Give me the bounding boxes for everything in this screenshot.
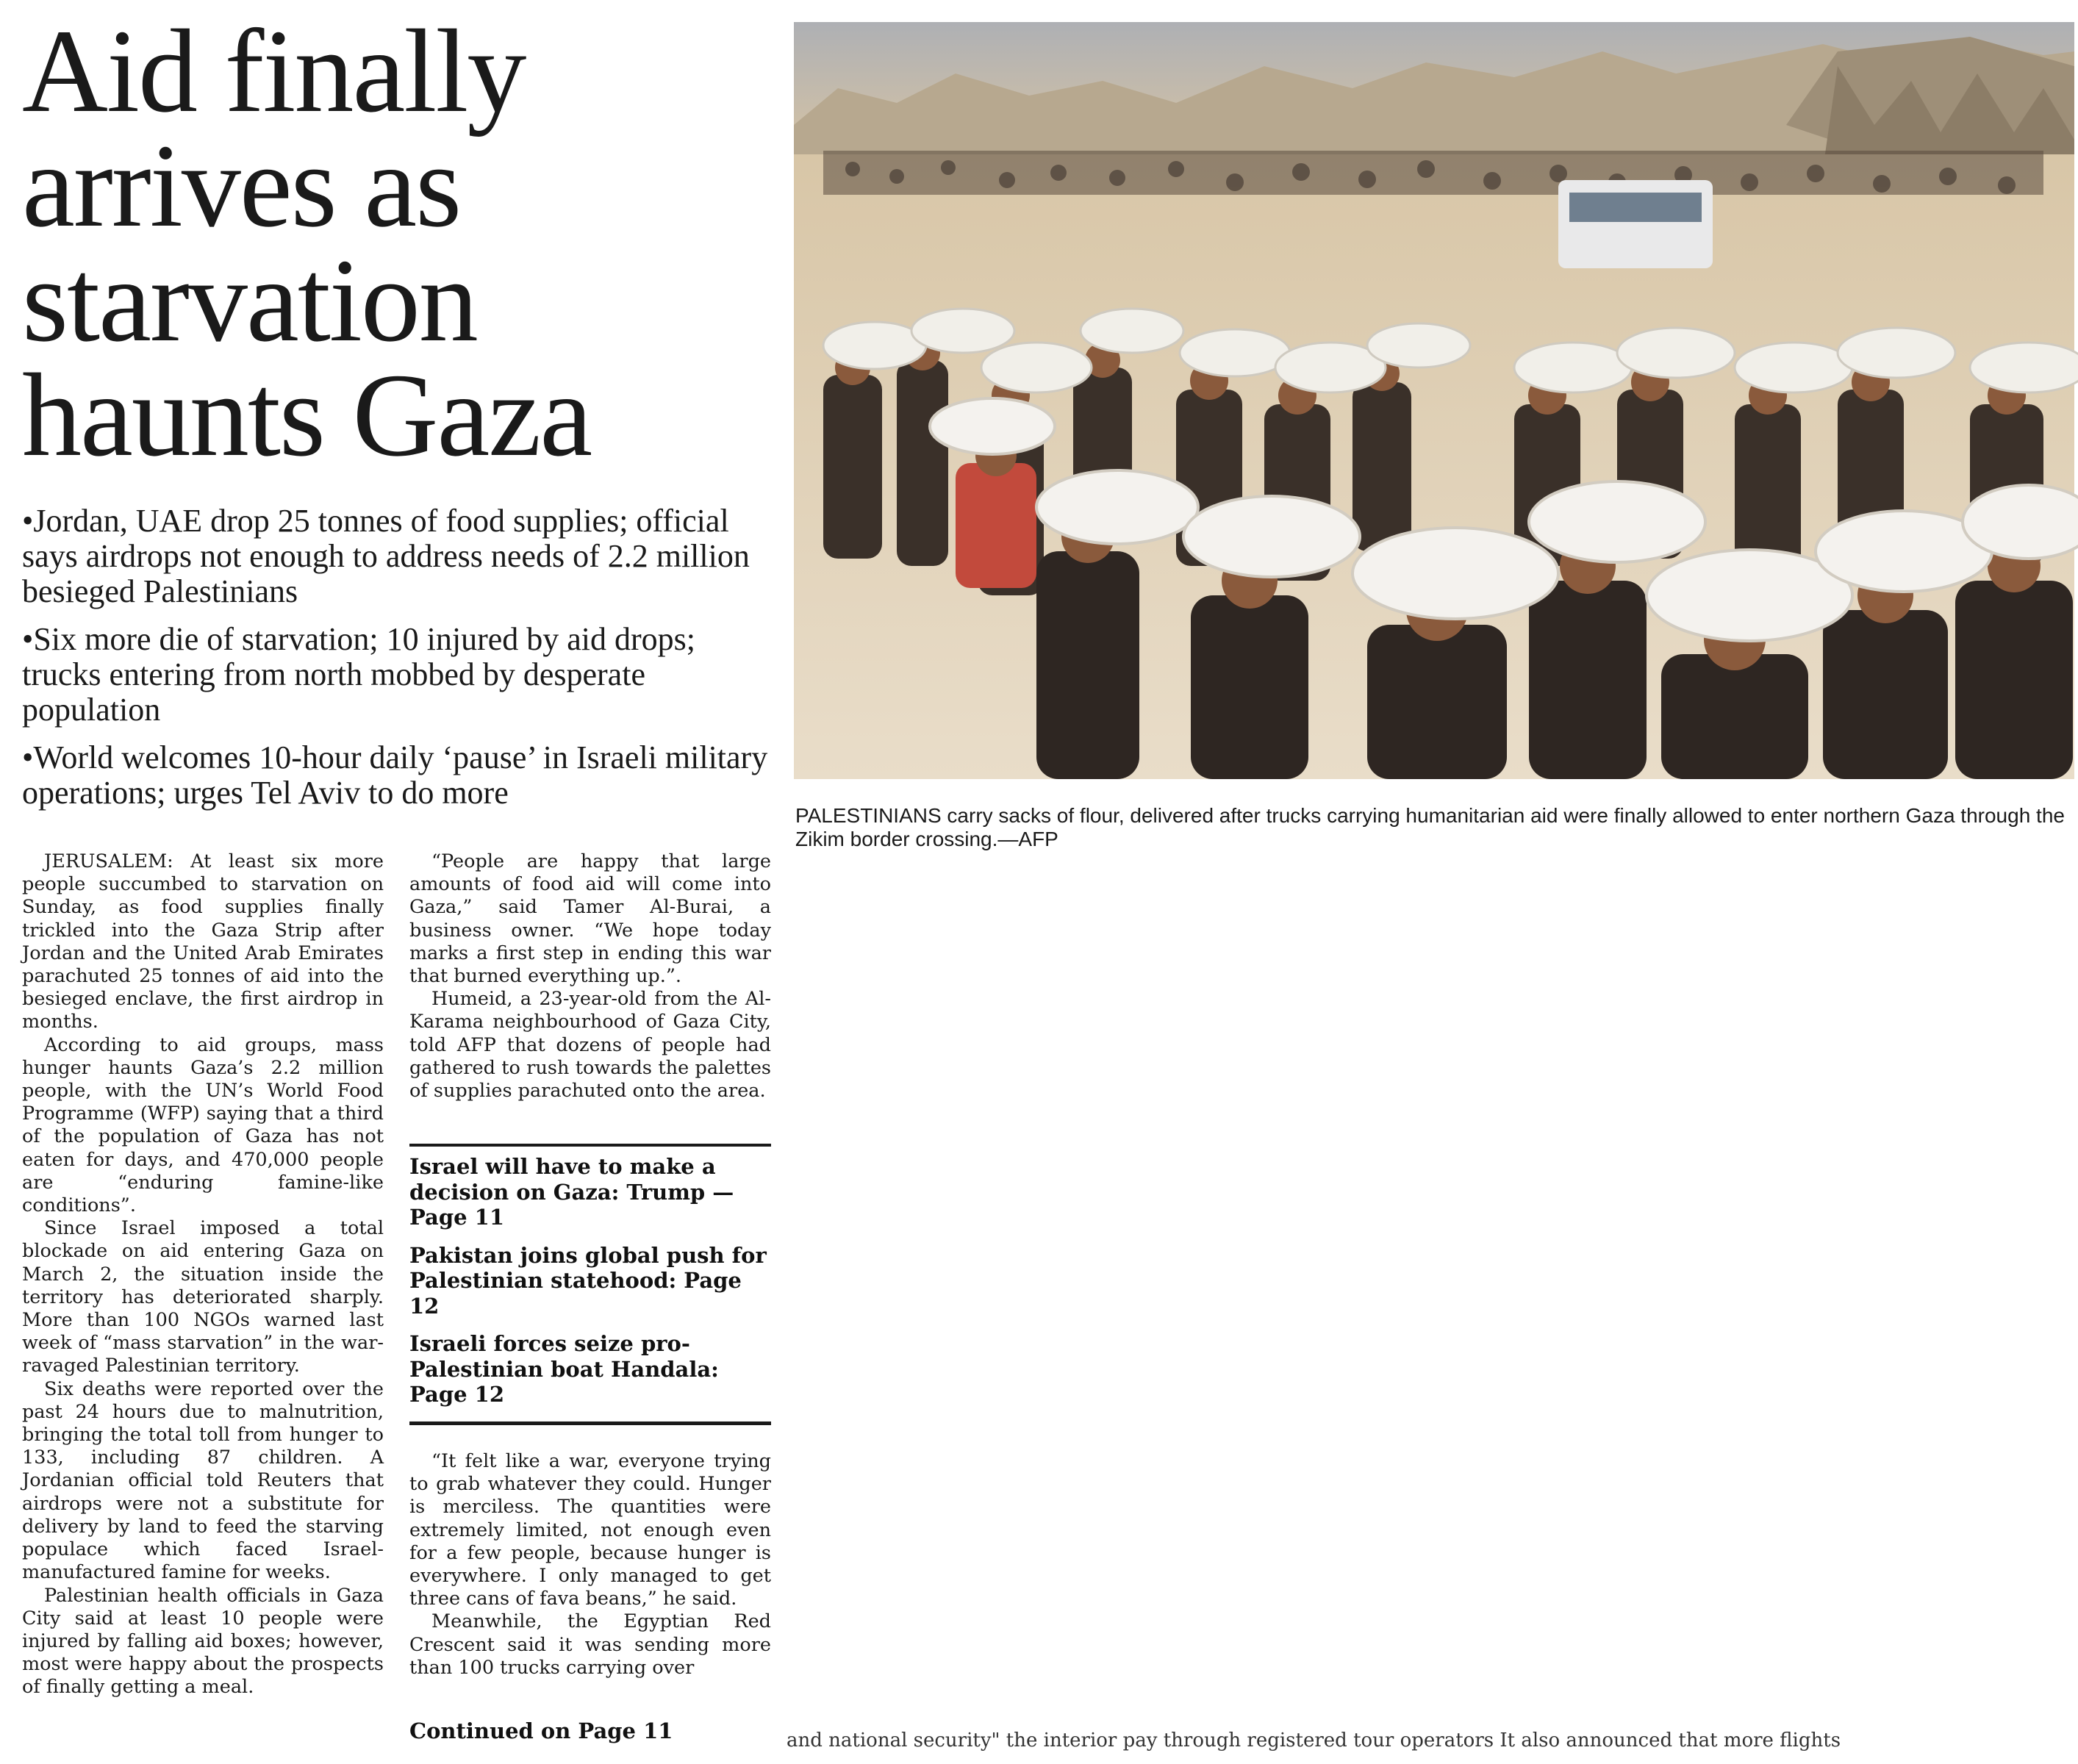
headline-line: starvation	[22, 235, 477, 367]
continued-link[interactable]: Continued on Page 11	[409, 1718, 673, 1743]
related-story-link[interactable]: Israeli forces seize pro-Palestinian boat Handala: Page 12	[409, 1331, 719, 1407]
article-column-2-top	[409, 850, 771, 1102]
cut-off-text: and national security" the interior pay through registered tour operators It also announced that more flights	[787, 1729, 1841, 1752]
article-paragraph: JERUSALEM: At least six more people succumbed to starvation on Sunday, as food supplies finally trickled into the Gaza Strip after Jordan and the United Arab Emirates parachuted 25 tonnes of aid into the besieged enclave, the first airdrop in months.	[22, 850, 384, 1033]
related-story-link[interactable]: Israel will have to make a decision on Gaza: Trump — Page 11	[409, 1154, 734, 1230]
headline	[22, 6, 772, 481]
article-paragraph: Meanwhile, the Egyptian Red Crescent said it was sending more than 100 trucks carrying over	[409, 1610, 771, 1679]
related-stories	[409, 1154, 777, 1420]
bus	[1558, 180, 1713, 268]
summary-bullet: • World welcomes 10-hour daily ‘pause’ in Israeli military operations; urges Tel Aviv to do more	[22, 740, 779, 811]
summary-bullet: • Six more die of starvation; 10 injured by aid drops; trucks entering from north mobbed by desperate population	[22, 622, 779, 728]
article-paragraph: “People are happy that large amounts of food aid will come into Gaza,” said Tamer Al-Burai, a business owner. “We hope today marks a first step in ending this war that burned everything up.”.	[409, 850, 771, 988]
article-paragraph: Humeid, a 23-year-old from the Al-Karama neighbourhood of Gaza City, told AFP that dozens of people had gathered to rush towards the palettes of supplies parachuted onto the area.	[409, 988, 771, 1102]
summary-bullets	[22, 503, 779, 823]
crowd-photo-illustration	[794, 22, 2074, 779]
article-paragraph: Since Israel imposed a total blockade on aid entering Gaza on March 2, the situation inside the territory has deteriorated sharply. More than 100 NGOs warned last week of “mass starvation” in the war-ravaged Palestinian territory.	[22, 1217, 384, 1377]
related-top-rule	[409, 1144, 771, 1147]
headline-line: haunts Gaza	[22, 350, 592, 481]
article-paragraph: “It felt like a war, everyone trying to grab whatever they could. Hunger is merciless. The quantities were extremely limited, not enough even for a few people, because hunger is everywhere. I only managed to get three cans of fava beans,” he said.	[409, 1450, 771, 1610]
article-paragraph: According to aid groups, mass hunger haunts Gaza’s 2.2 million people, with the UN’s World Food Programme (WFP) saying that a third of the population of Gaza has not eaten for days, and 470,000 people are “enduring famine-like conditions”.	[22, 1033, 384, 1217]
article-column-1	[22, 850, 384, 1699]
article-paragraph: Six deaths were reported over the past 24 hours due to malnutrition, bringing the total toll from hunger to 133, including 87 children. A Jordanian official told Reuters that airdrops were not a substitute for delivery by land to feed the starving populace which faced Israel-manufactured famine for weeks.	[22, 1377, 384, 1584]
related-bottom-rule	[409, 1421, 771, 1425]
headline-line: Aid finally	[22, 6, 526, 137]
photo-caption: PALESTINIANS carry sacks of flour, delivered after trucks carrying humanitarian aid were finally allowed to enter northern Gaza through the Zikim border crossing.—AFP	[795, 804, 2065, 850]
news-photo	[794, 22, 2074, 779]
summary-bullet: • Jordan, UAE drop 25 tonnes of food supplies; official says airdrops not enough to address needs of 2.2 million besieged Palestinians	[22, 503, 779, 609]
related-story-link[interactable]: Pakistan joins global push for Palestinian statehood: Page 12	[409, 1242, 767, 1319]
article-column-2-bottom	[409, 1450, 771, 1679]
cut-off-next-article	[787, 1729, 2078, 1752]
headline-line: arrives as	[22, 121, 461, 252]
article-paragraph: Palestinian health officials in Gaza City said at least 10 people were injured by falling aid boxes; however, most were happy about the prospects of finally getting a meal.	[22, 1584, 384, 1699]
